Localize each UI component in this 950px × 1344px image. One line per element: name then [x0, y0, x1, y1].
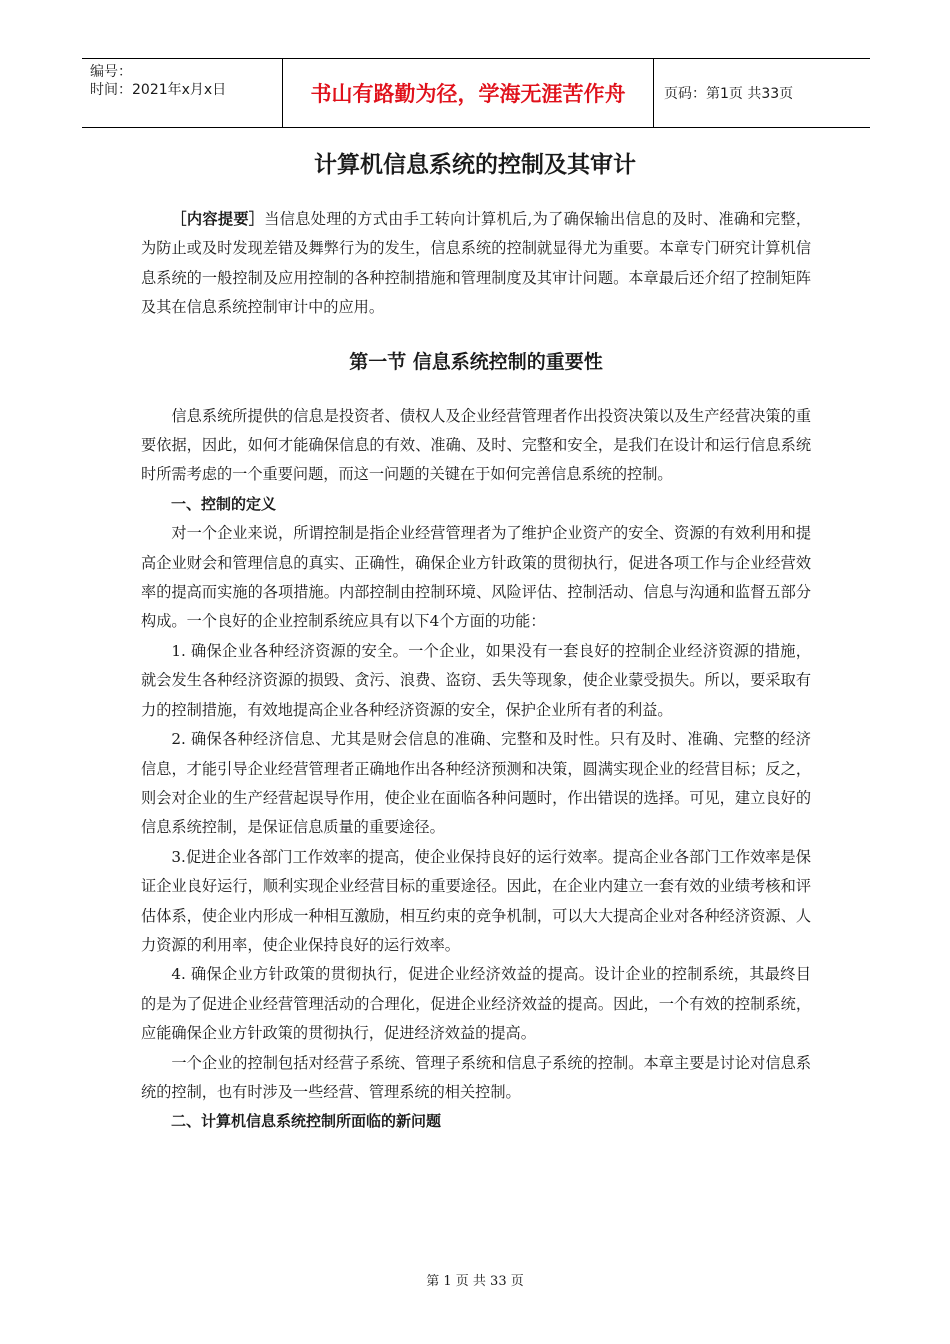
- definition-paragraph: 对一个企业来说，所谓控制是指企业经营管理者为了维护企业资产的安全、资源的有效利用和提高企业财会和管理信息的真实、正确性，确保企业方针政策的贯彻执行，促进各项工作与企业经营效率的提高而实施的各项措施。内部控制由控制环境、风险评估、控制活动、信息与沟通和监督五部分构成。一个良好的企业控制系统应具有以下4个方面的功能：: [141, 524, 811, 631]
- document-title: 计算机信息系统的控制及其审计: [314, 152, 636, 178]
- document-time-label: 时间：2021年x月x日: [90, 82, 227, 98]
- document-number-label: 编号：: [90, 64, 132, 80]
- section-intro-paragraph: 信息系统所提供的信息是投资者、债权人及企业经营管理者作出投资决策以及生产经营决策的重要依据，因此，如何才能确保信息的有效、准确、及时、完整和安全，是我们在设计和运行信息系统时所需考虑的一个重要问题，而这一问题的关键在于如何完善信息系统的控制。: [141, 406, 811, 484]
- scope-paragraph: 一个企业的控制包括对经营子系统、管理子系统和信息子系统的控制。本章主要是讨论对信息系统的控制，也有时涉及一些经营、管理系统的相关控制。: [141, 1053, 811, 1101]
- function-item-2: 2. 确保各种经济信息、尤其是财会信息的准确、完整和及时性。只有及时、准确、完整的经济信息，才能引导企业经营管理者正确地作出各种经济预测和决策，圆满实现企业的经营目标；反之，则会对企业的生产经营起误导作用，使企业在面临各种问题时，作出错误的选择。可见，建立良好的信息系统控制，是保证信息质量的重要途径。: [141, 730, 811, 837]
- document-body: [141, 205, 811, 1137]
- function-item-1: 1. 确保企业各种经济资源的安全。一个企业，如果没有一套良好的控制企业经济资源的措施，就会发生各种经济资源的损毁、贪污、浪费、盗窃、丢失等现象，使企业蒙受损失。所以，要采取有力的控制措施，有效地提高企业各种经济资源的安全，保护企业所有者的利益。: [141, 641, 811, 719]
- abstract-text: 当信息处理的方式由手工转向计算机后,为了确保输出信息的及时、准确和完整，为防止或及时发现差错及舞弊行为的发生，信息系统的控制就显得尤为重要。本章专门研究计算机信息系统的一般控制及应用控制的各种控制措施和管理制度及其审计问题。本章最后还介绍了控制矩阵及其在信息系统控制审计中的应用。: [141, 210, 812, 317]
- subheading-new-problems: 二、计算机信息系统控制所面临的新问题: [171, 1112, 442, 1131]
- function-item-3: 3.促进企业各部门工作效率的提高，使企业保持良好的运行效率。提高企业各部门工作效率是保证企业良好运行，顺利实现企业经营目标的重要途径。因此，在企业内建立一套有效的业绩考核和评估体系，使企业内形成一种相互激励，相互约束的竞争机制，可以大大提高企业对各种经济资源、人力资源的利用率，使企业保持良好的运行效率。: [141, 847, 811, 954]
- abstract-label: ［内容提要］: [171, 210, 265, 228]
- page-footer: 第 1 页 共 33 页: [426, 1274, 524, 1289]
- header-meta: [82, 59, 282, 127]
- page-header: [82, 58, 870, 128]
- function-item-4: 4. 确保企业方针政策的贯彻执行，促进企业经济效益的提高。设计企业的控制系统，其最终目的是为了促进企业经营管理活动的合理化，促进企业经济效益的提高。因此，一个有效的控制系统，应能确保企业方针政策的贯彻执行，促进经济效益的提高。: [141, 965, 811, 1043]
- header-page-info: 页码：第1页 共33页: [664, 86, 794, 102]
- abstract-paragraph: [141, 205, 811, 323]
- section-title: 第一节 信息系统控制的重要性: [349, 350, 603, 373]
- subheading-control-definition: 一、控制的定义: [171, 494, 277, 513]
- header-motto: 书山有路勤为径，学海无涯苦作舟: [282, 59, 654, 127]
